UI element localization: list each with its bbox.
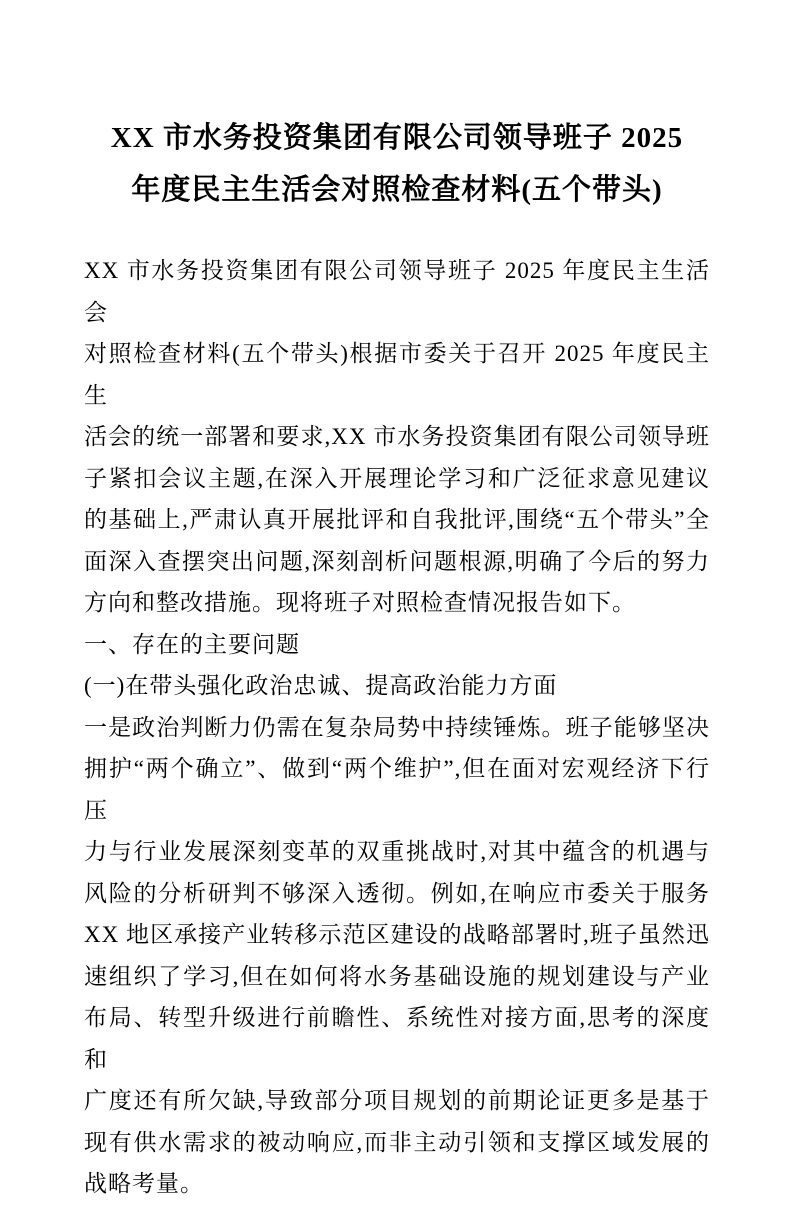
- text-line: 活会的统一部署和要求,XX 市水务投资集团有限公司领导班: [84, 424, 710, 449]
- document-body: [84, 250, 710, 1205]
- text-line: 一是政治判断力仍需在复杂局势中持续锤炼。班子能够坚决: [84, 714, 710, 740]
- text-line: 现有供水需求的被动响应,而非主动引领和支撑区域发展的: [84, 1129, 710, 1155]
- section-heading-1: 一、存在的主要问题: [84, 631, 300, 657]
- document-title: [84, 112, 710, 216]
- title-line-2: 年度民主生活会对照检查材料(五个带头): [131, 174, 663, 206]
- text-line: 速组织了学习,但在如何将水务基础设施的规划建设与产业: [84, 963, 710, 989]
- text-line: 对照检查材料(五个带头)根据市委关于召开 2025 年度民主生: [84, 341, 710, 408]
- text-line: 的基础上,严肃认真开展批评和自我批评,围绕“五个带头”全: [84, 507, 710, 532]
- paragraph-intro: [84, 250, 710, 624]
- sub-heading-1: (一)在带头强化政治忠诚、提高政治能力方面: [84, 673, 558, 698]
- text-line: XX 地区承接产业转移示范区建设的战略部署时,班子虽然迅: [84, 922, 710, 947]
- text-line: 面深入查摆突出问题,深刻剖析问题根源,明确了今后的努力: [84, 548, 710, 574]
- text-line: XX 市水务投资集团有限公司领导班子 2025 年度民主生活会: [84, 258, 710, 325]
- text-line: 广度还有所欠缺,导致部分项目规划的前期论证更多是基于: [84, 1088, 710, 1113]
- text-line: 方向和整改措施。现将班子对照检查情况报告如下。: [84, 590, 636, 615]
- title-line-1: XX 市水务投资集团有限公司领导班子 2025: [110, 122, 684, 154]
- text-line: 风险的分析研判不够深入透彻。例如,在响应市委关于服务: [84, 880, 710, 906]
- text-line: 布局、转型升级进行前瞻性、系统性对接方面,思考的深度和: [84, 1005, 710, 1072]
- text-line: 拥护“两个确立”、做到“两个维护”,但在面对宏观经济下行压: [84, 756, 710, 823]
- text-line: 力与行业发展深刻变革的双重挑战时,对其中蕴含的机遇与: [84, 839, 710, 864]
- text-line: 战略考量。: [84, 1171, 204, 1196]
- paragraph-issue-1: [84, 707, 710, 1205]
- text-line: 子紧扣会议主题,在深入开展理论学习和广泛征求意见建议: [84, 465, 710, 491]
